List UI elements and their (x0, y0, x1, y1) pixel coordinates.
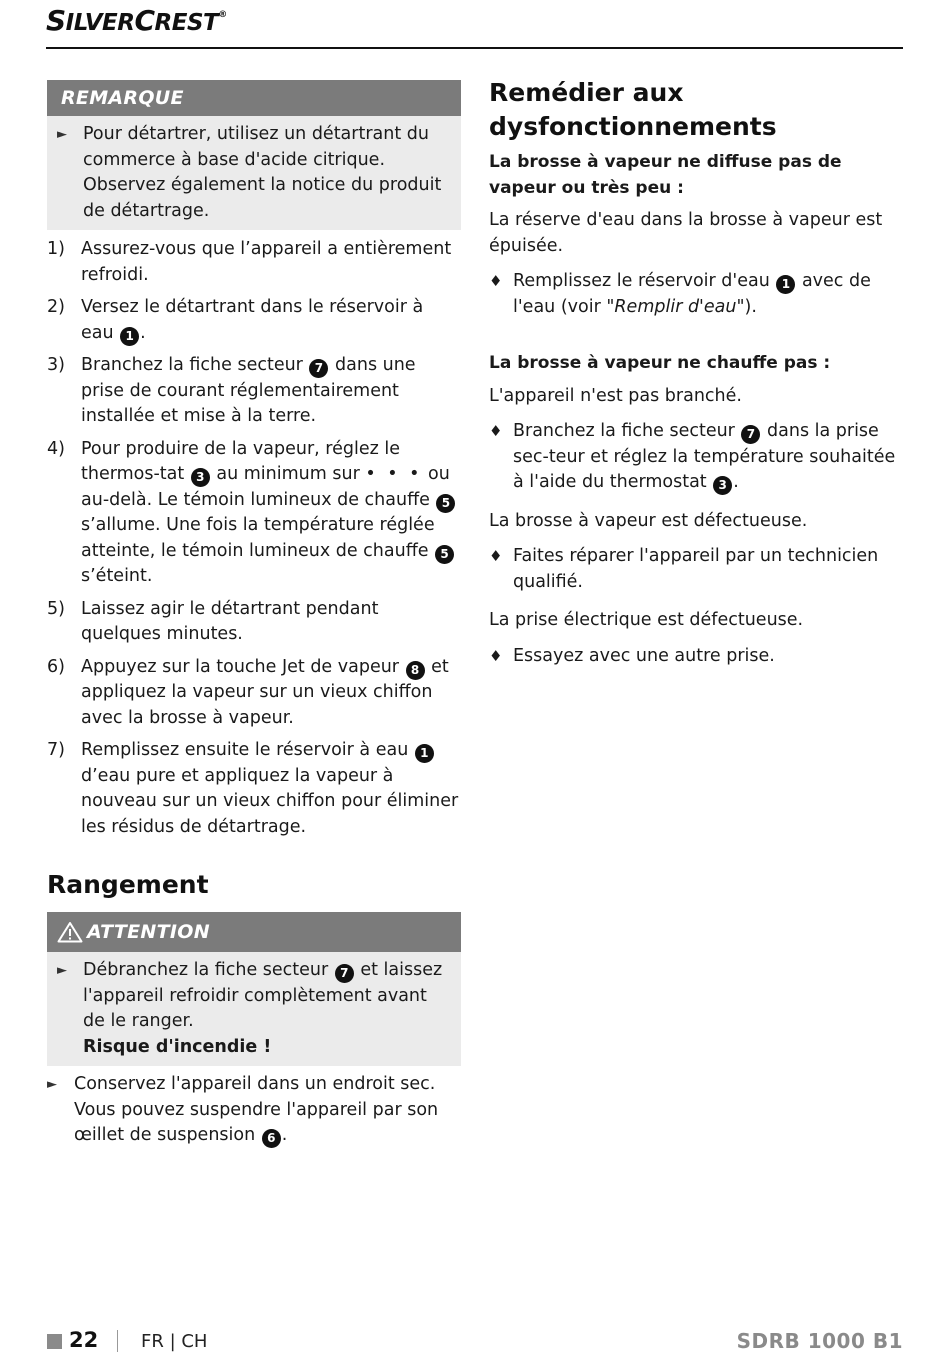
brand-logo: SILVERCREST® (46, 4, 227, 37)
arrow-icon: ► (47, 1077, 57, 1092)
attention-title: ATTENTION (87, 921, 210, 943)
diamond-bullet-icon: ♦ (489, 646, 503, 665)
remedy-item: ♦ Faites réparer l'appareil par un technicien qualifié. (489, 544, 903, 595)
remarque-item (57, 122, 453, 224)
part-number-badge: 1 (120, 327, 139, 346)
fire-risk-warning: Risque d'incendie ! (83, 1036, 272, 1057)
diamond-bullet-icon: ♦ (489, 422, 503, 440)
step-item: 3) Branchez la fiche secteur 7 dans une prise de courant réglementairement installée et mise à la terre. (47, 355, 416, 426)
diamond-bullet-icon: ♦ (489, 547, 503, 565)
cause-text: La brosse à vapeur est défectueuse. (489, 510, 808, 531)
step-item: 1) Assurez-vous que l’appareil a entièrement refroidi. (47, 239, 452, 285)
part-number-badge: 3 (713, 476, 732, 495)
remarque-title: REMARQUE (47, 80, 461, 116)
part-number-badge: 1 (415, 744, 434, 763)
remarque-box (47, 80, 461, 230)
page-footer (47, 1326, 903, 1358)
cause-text: L'appareil n'est pas branché. (489, 385, 742, 406)
warning-icon (57, 921, 83, 943)
header-rule (46, 47, 903, 49)
part-number-badge: 7 (741, 425, 760, 444)
step-item: 5) Laissez agir le détartrant pendant quelques minutes. (47, 598, 379, 644)
part-number-badge: 6 (262, 1129, 281, 1148)
remarque-text: Pour détartrer, utilisez un détartrant du commerce à base d'acide citrique. Observez également la notice du produit de détartrage. (83, 124, 442, 221)
footer-square-icon (47, 1334, 62, 1349)
footer-divider (117, 1330, 118, 1352)
step-item: 7) Remplissez ensuite le réservoir à eau 1 d’eau pure et appliquez la vapeur à nouveau sur un vieux chiffon pour éliminer les résidus de détartrage. (47, 740, 459, 837)
right-column (489, 76, 903, 669)
attention-box (47, 912, 461, 1066)
temperature-dots: • • • (365, 464, 423, 484)
diamond-bullet-icon: ♦ (489, 272, 503, 290)
arrow-icon: ► (57, 127, 67, 142)
part-number-badge: 1 (776, 275, 795, 294)
part-number-badge: 7 (335, 964, 354, 983)
part-number-badge: 5 (436, 494, 455, 513)
cause-text: La réserve d'eau dans la brosse à vapeur est épuisée. (489, 210, 883, 256)
model-number: SDRB 1000 B1 (736, 1329, 903, 1353)
cause-text: La prise électrique est défectueuse. (489, 610, 804, 630)
section-title-troubleshooting: Remédier aux dysfonctionnements (489, 78, 777, 141)
page-number: 22 (69, 1328, 99, 1352)
part-number-badge: 7 (309, 359, 328, 378)
step-item: 4) Pour produire de la vapeur, réglez le thermos-tat 3 au minimum sur • • • ou au-delà. Le témoin lumineux de chauffe 5 s’allume. Une fois la température réglée atteinte, le témoin lumineux de chauffe 5 s’éteint. (47, 437, 461, 590)
remedy-item: ♦ Remplissez le réservoir d'eau 1 avec de l'eau (voir "Remplir d'eau"). (489, 269, 903, 320)
step-item: 2) Versez le détartrant dans le réservoir à eau 1 . (47, 295, 461, 346)
symptom-heading: La brosse à vapeur ne chauffe pas : (489, 353, 831, 373)
left-column (47, 80, 461, 1149)
section-title-rangement: Rangement (47, 870, 209, 899)
part-number-badge: 5 (435, 545, 454, 564)
arrow-icon: ► (57, 963, 67, 978)
part-number-badge: 8 (406, 661, 425, 680)
step-item: 6) Appuyez sur la touche Jet de vapeur 8 et appliquez la vapeur sur un vieux chiffon avec la brosse à vapeur. (47, 656, 449, 728)
attention-item: ► Débranchez la fiche secteur 7 et laissez l'appareil refroidir complètement avant de le ranger. Risque d'incendie ! (57, 958, 453, 1060)
cross-reference: Remplir d'eau (614, 296, 737, 317)
symptom-heading: La brosse à vapeur ne diffuse pas de vapeur ou très peu : (489, 152, 842, 198)
language-code: FR | CH (141, 1331, 208, 1352)
remedy-item: ♦ Branchez la fiche secteur 7 dans la prise sec-teur et réglez la température souhaitée à l'aide du thermostat 3 . (489, 419, 903, 496)
descaling-steps (47, 237, 461, 840)
attention-header (47, 912, 461, 952)
remedy-item: ♦ Essayez avec une autre prise. (489, 644, 903, 670)
part-number-badge: 3 (191, 468, 210, 487)
storage-item: ► Conservez l'appareil dans un endroit sec. Vous pouvez suspendre l'appareil par son œillet de suspension 6 . (47, 1072, 461, 1149)
